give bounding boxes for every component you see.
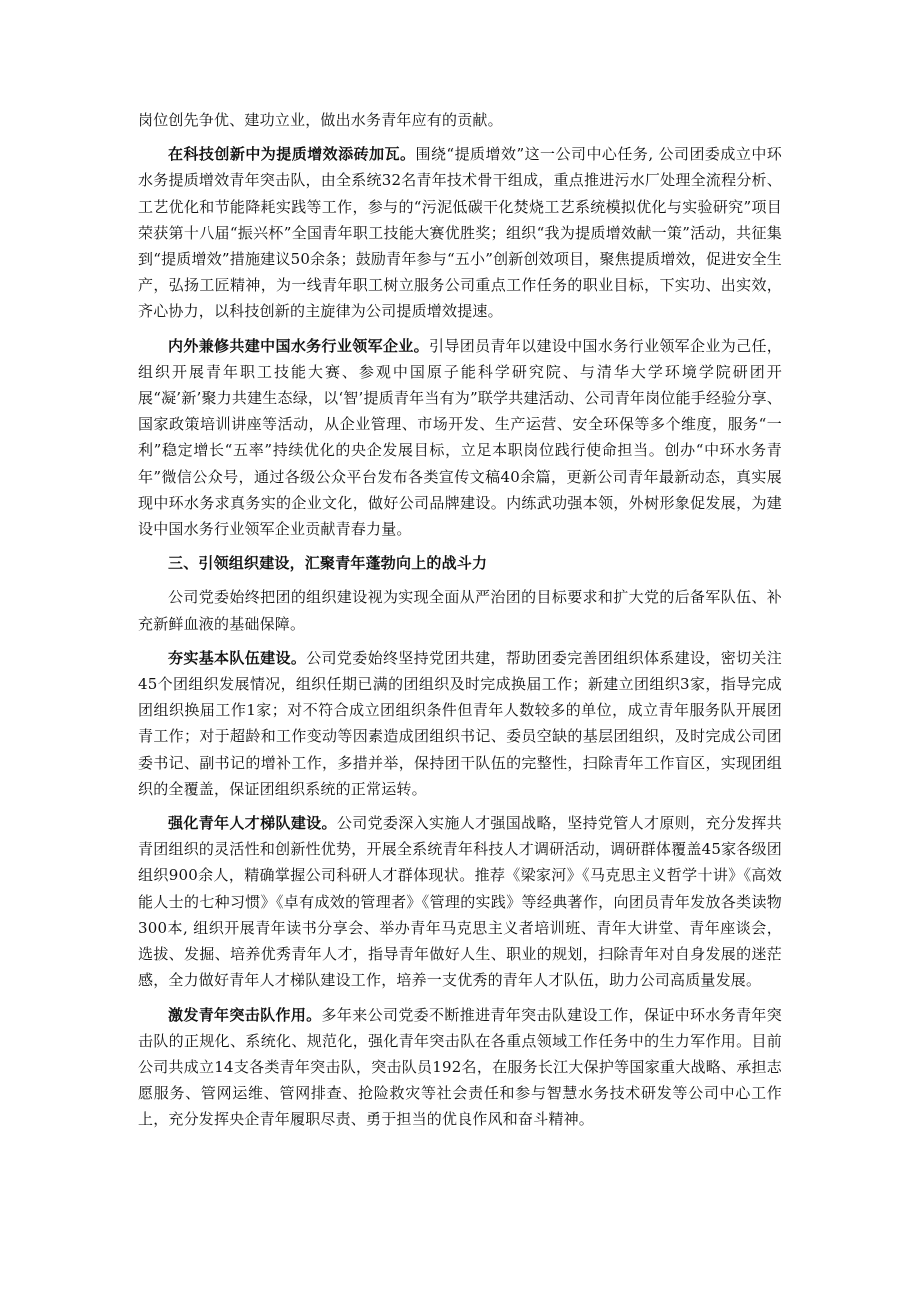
paragraph-lead: 激发青年突击队作用。 (168, 1005, 322, 1024)
paragraph-text: 围绕“提质增效”这一公司中心任务, 公司团委成立中环水务提质增效青年突击队，由全系统32名青年技术骨干组成，重点推进污水厂处理全流程分析、工艺优化和节能降耗实践等工作，参与的“污泥低碳干化焚烧工艺系统模拟优化与实验研究”项目荣获第十八届“振兴杯”全国青年职工技能大赛优胜奖；组织“我为提质增效献一策”活动，共征集到“提质增效”措施建议50余条；鼓励青年参与“五小”创新创效项目，聚焦提质增效，促进安全生产，弘扬工匠精神，为一线青年职工树立服务公司重点工作任务的职业目标，下实功、出实效，齐心协力，以科技创新的主旋律为公司提质增效提速。 (138, 145, 783, 321)
paragraph-lead: 强化青年人才梯队建设。 (168, 814, 337, 833)
paragraph-industry-leader (138, 333, 782, 543)
paragraph-text: 公司党委深入实施人才强国战略，坚持党管人才原则，充分发挥共青团组织的灵活性和创新性优势，开展全系统青年科技人才调研活动，调研群体覆盖45家各级团组织900余人，精确掌握公司科研人才群体现状。推荐《梁家河》《马克思主义哲学十讲》《高效能人士的七种习惯》《卓有成效的管理者》《管理的实践》等经典著作，向团员青年发放各类读物300本, 组织开展青年读书分享会、举办青年马克思主义者培训班、青年大讲堂、青年座谈会，选拔、发掘、培养优秀青年人才，指导青年做好人生、职业的规划，扫除青年对自身发展的迷茫感，全力做好青年人才梯队建设工作，培养一支优秀的青年人才队伍，助力公司高质量发展。 (138, 814, 782, 990)
paragraph-text: 岗位创先争优、建功立业，做出水务青年应有的贡献。 (138, 111, 503, 129)
paragraph-talent-echelon (138, 810, 782, 993)
paragraph-lead: 夯实基本队伍建设。 (168, 648, 307, 667)
paragraph-tech-innovation (138, 141, 782, 324)
paragraph-text: 引导团员青年以建设中国水务行业领军企业为己任，组织开展青年职工技能大赛、参观中国原子能科学研究院、与清华大学环境学院研团开展“凝’新’聚力共建生态绿，以‘智’提质青年当有为”联学共建活动、公司青年岗位能手经验分享、国家政策培训讲座等活动，从企业管理、市场开发、生产运营、安全环保等多个维度，服务“一利”稳定增长“五率”持续优化的央企发展目标，立足本职岗位践行使命担当。创办“中环水务青年”微信公众号，通过各级公众平台发布各类宣传文稿40余篇，更新公司青年最新动态，真实展现中环水务求真务实的企业文化，做好公司品牌建设。内练武功强本领，外树形象促发展，为建设中国水务行业领军企业贡献青春力量。 (138, 336, 782, 539)
paragraph-text: 多年来公司党委不断推进青年突击队建设工作，保证中环水务青年突击队的正规化、系统化、规范化，强化青年突击队在各重点领域工作任务中的生力军作用。目前公司共成立14支各类青年突击队，突击队员192名，在服务长江大保护等国家重大战略、承担志愿服务、管网运维、管网排查、抢险救灾等社会责任和参与智慧水务技术研发等公司中心工作上，充分发挥央企青年履职尽责、勇于担当的优良作风和奋斗精神。 (138, 1005, 782, 1129)
paragraph-lead: 在科技创新中为提质增效添砖加瓦。 (168, 145, 416, 164)
paragraph-org-intro (138, 584, 782, 636)
section-heading: 三、引领组织建设，汇聚青年蓬勃向上的战斗力 (168, 554, 488, 573)
paragraph-team-building (138, 645, 782, 802)
paragraph-commando-team (138, 1002, 782, 1133)
paragraph-lead: 内外兼修共建中国水务行业领军企业。 (168, 336, 430, 355)
document-page (138, 107, 782, 1141)
paragraph-text: 公司党委始终把团的组织建设视为实现全面从严治团的目标要求和扩大党的后备军队伍、补充新鲜血液的基础保障。 (138, 588, 782, 633)
paragraph-text: 公司党委始终坚持党团共建，帮助团委完善团组织体系建设，密切关注45个团组织发展情况，组织任期已满的团组织及时完成换届工作；新建立团组织3家，指导完成团组织换届工作1家；对不符合成立团组织条件但青年人数较多的单位，成立青年服务队开展团青工作；对于超龄和工作变动等因素造成团组织书记、委员空缺的基层团组织，及时完成公司团委书记、副书记的增补工作，多措并举，保持团干队伍的完整性，扫除青年工作盲区，实现团组织的全覆盖，保证团组织系统的正常运转。 (138, 648, 782, 798)
paragraph-continuation (138, 107, 782, 133)
